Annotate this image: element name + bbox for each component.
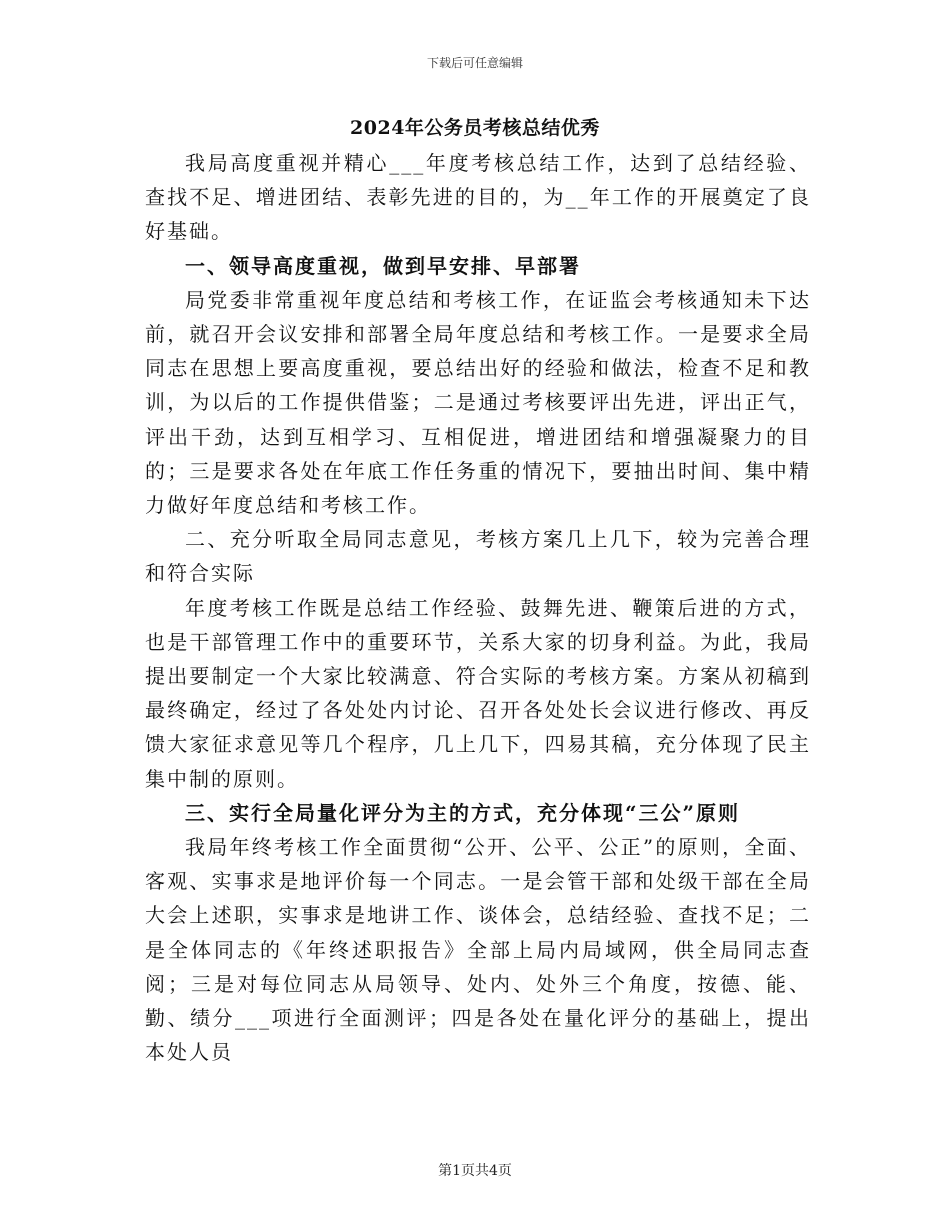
page-number-footer: 第1页共4页 (438, 1163, 512, 1179)
section-heading-1: 一、领导高度重视，做到早安排、早部署 (185, 253, 581, 278)
document-body (145, 146, 811, 1069)
paragraph-section-1: 局党委非常重视年度总结和考核工作，在证监会考核通知未下达前，就召开会议安排和部署全局年度总结和考核工作。一是要求全局同志在思想上要高度重视，要总结出好的经验和做法，检查不足和教训，为以后的工作提供借鉴；二是通过考核要评出先进，评出正气，评出干劲，达到互相学习、互相促进，增进团结和增强凝聚力的目的；三是要求各处在年底工作任务重的情况下，要抽出时间、集中精力做好年度总结和考核工作。 (145, 287, 811, 518)
document-title: 2024年公务员考核总结优秀 (350, 117, 600, 139)
header-note: 下载后可任意编辑 (426, 56, 523, 70)
section-heading-2: 二、充分听取全局同志意见，考核方案几上几下，较为完善合理和符合实际 (145, 527, 811, 586)
paragraph-section-3: 我局年终考核工作全面贯彻“公开、公平、公正”的原则，全面、客观、实事求是地评价每一个同志。一是会管干部和处级干部在全局大会上述职，实事求是地讲工作、谈体会，总结经验、查找不足；二是全体同志的《年终述职报告》全部上局内局域网，供全局同志查阅；三是对每位同志从局领导、处内、处外三个角度，按德、能、勤、绩分___项进行全面测评；四是各处在量化评分的基础上，提出本处人员 (145, 835, 811, 1065)
paragraph-section-2: 年度考核工作既是总结工作经验、鼓舞先进、鞭策后进的方式，也是干部管理工作中的重要环节，关系大家的切身利益。为此，我局提出要制定一个大家比较满意、符合实际的考核方案。方案从初稿到最终确定，经过了各处处内讨论、召开各处处长会议进行修改、再反馈大家征求意见等几个程序，几上几下，四易其稿，充分体现了民主集中制的原则。 (145, 595, 811, 791)
section-heading-3: 三、实行全局量化评分为主的方式，充分体现“三公”原则 (185, 800, 741, 825)
paragraph-intro: 我局高度重视并精心___年度考核总结工作，达到了总结经验、查找不足、增进团结、表彰先进的目的，为__年工作的开展奠定了良好基础。 (145, 151, 811, 244)
